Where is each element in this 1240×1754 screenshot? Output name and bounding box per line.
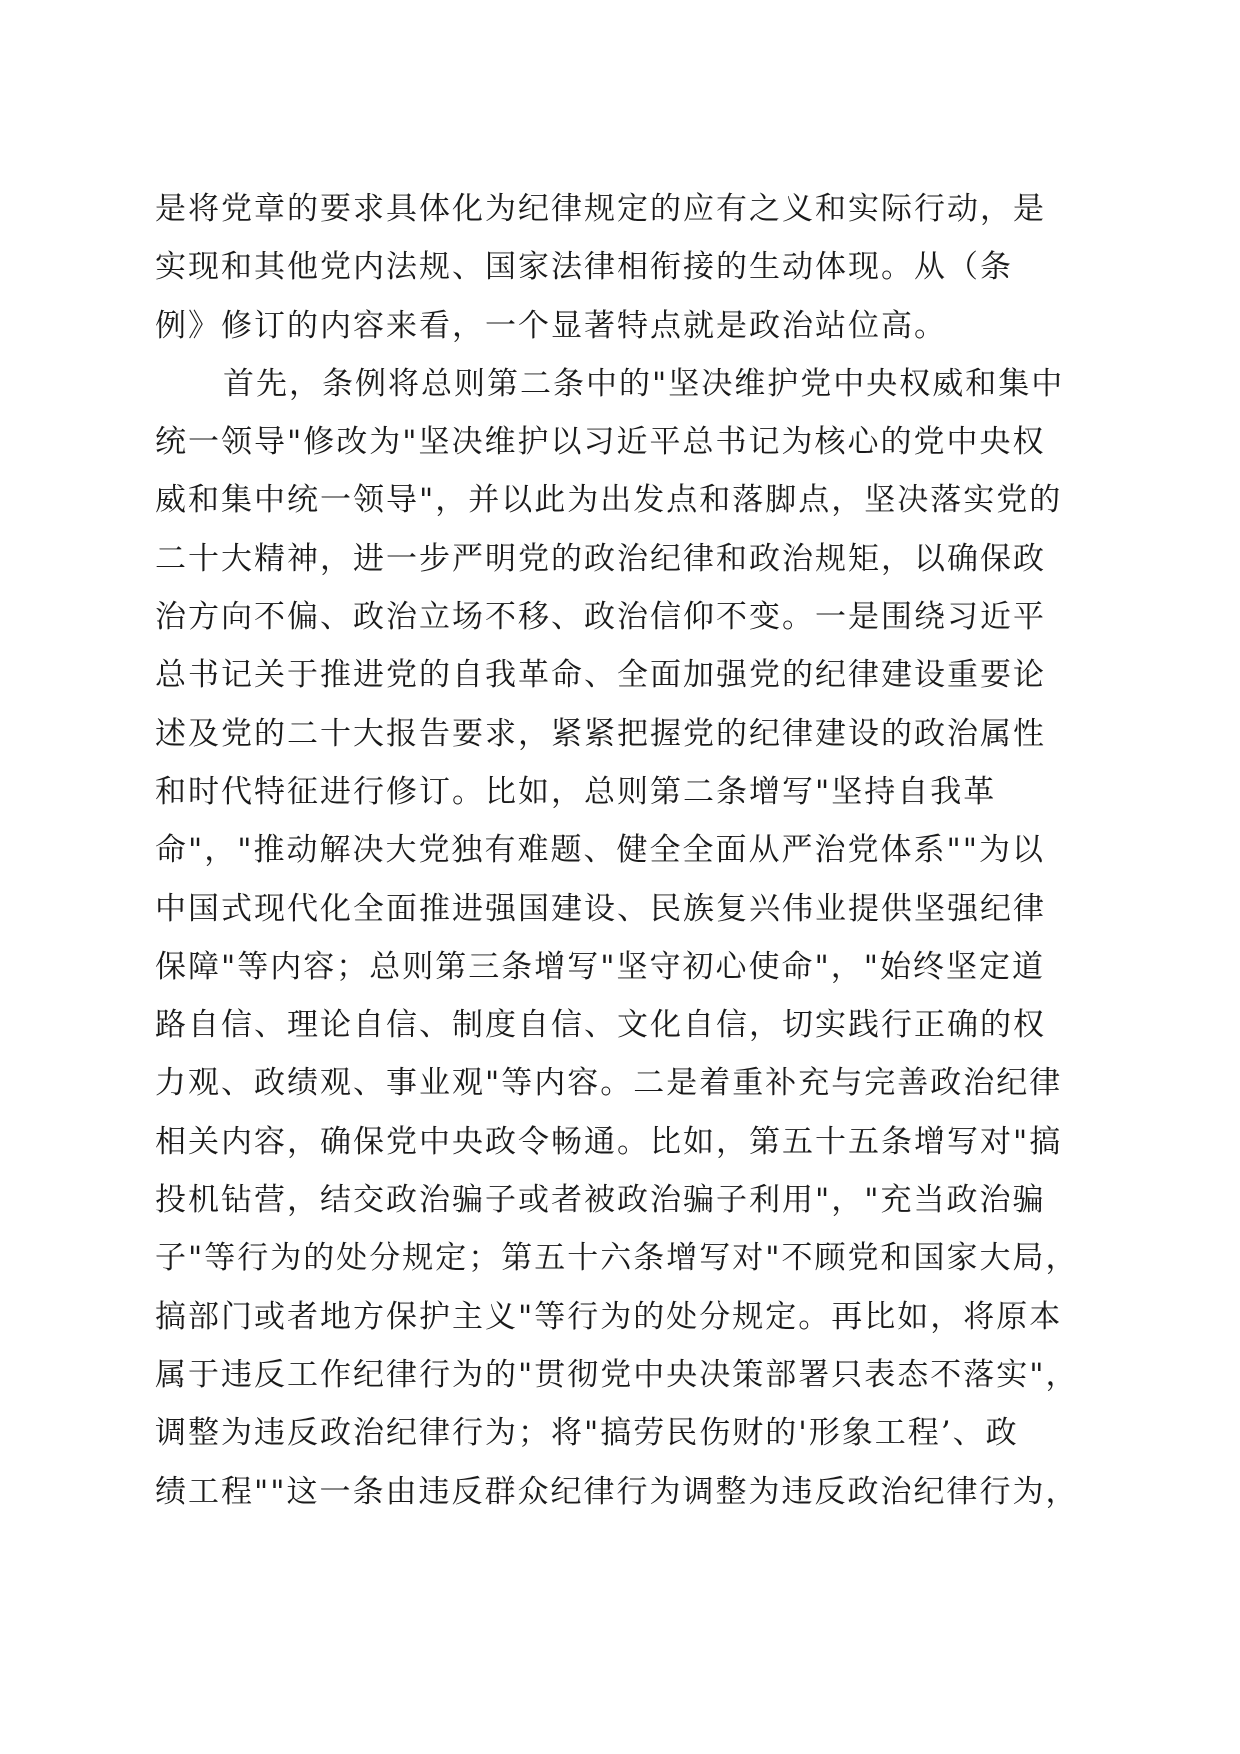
text-line: 实现和其他党内法规、国家法律相衔接的生动体现。从（条 [155, 249, 1013, 286]
text-line: 二十大精神，进一步严明党的政治纪律和政治规矩，以确保政 [155, 540, 1046, 577]
text-line: 中国式现代化全面推进强国建设、民族复兴伟业提供坚强纪律 [155, 890, 1046, 927]
text-line: 保障"等内容；总则第三条增写"坚守初心使命"，"始终坚定道 [155, 948, 1046, 985]
text-line: 和时代特征进行修订。比如，总则第二条增写"坚持自我革 [155, 773, 997, 810]
text-line: 投机钻营，结交政治骗子或者被政治骗子利用"，"充当政治骗 [155, 1182, 1046, 1219]
text-line: 相关内容，确保党中央政令畅通。比如，第五十五条增写对"搞 [155, 1123, 1063, 1160]
text-line: 子"等行为的处分规定；第五十六条增写对"不顾党和国家大局， [155, 1240, 1079, 1277]
text-line: 述及党的二十大报告要求，紧紧把握党的纪律建设的政治属性 [155, 715, 1046, 752]
text-line: 绩工程""这一条由违反群众纪律行为调整为违反政治纪律行为， [155, 1473, 1079, 1510]
text-line: 总书记关于推进党的自我革命、全面加强党的纪律建设重要论 [155, 657, 1046, 694]
text-line: 搞部门或者地方保护主义"等行为的处分规定。再比如，将原本 [155, 1298, 1063, 1335]
body-text [155, 180, 1085, 1521]
text-line: 路自信、理论自信、制度自信、文化自信，切实践行正确的权 [155, 1007, 1046, 1044]
text-line: 力观、政绩观、事业观"等内容。二是着重补充与完善政治纪律 [155, 1065, 1063, 1102]
text-line: 例》修订的内容来看，一个显著特点就是政治站位高。 [155, 307, 947, 344]
text-line: 威和集中统一领导"，并以此为出发点和落脚点，坚决落实党的 [155, 482, 1063, 519]
text-line: 是将党章的要求具体化为纪律规定的应有之义和实际行动，是 [155, 191, 1046, 227]
text-line: 命"，"推动解决大党独有难题、健全全面从严治党体系""为以 [155, 832, 1046, 869]
text-line: 治方向不偏、政治立场不移、政治信仰不变。一是围绕习近平 [155, 599, 1046, 636]
text-line: 统一领导"修改为"坚决维护以习近平总书记为核心的党中央权 [155, 424, 1046, 461]
text-line: 属于违反工作纪律行为的"贯彻党中央决策部署只表态不落实"， [155, 1356, 1079, 1393]
text-line: 调整为违反政治纪律行为；将"搞劳民伤财的'形象工程’、政 [155, 1415, 1019, 1452]
paragraph-first-line: 首先，条例将总则第二条中的"坚决维护党中央权威和集中 [223, 365, 1065, 402]
